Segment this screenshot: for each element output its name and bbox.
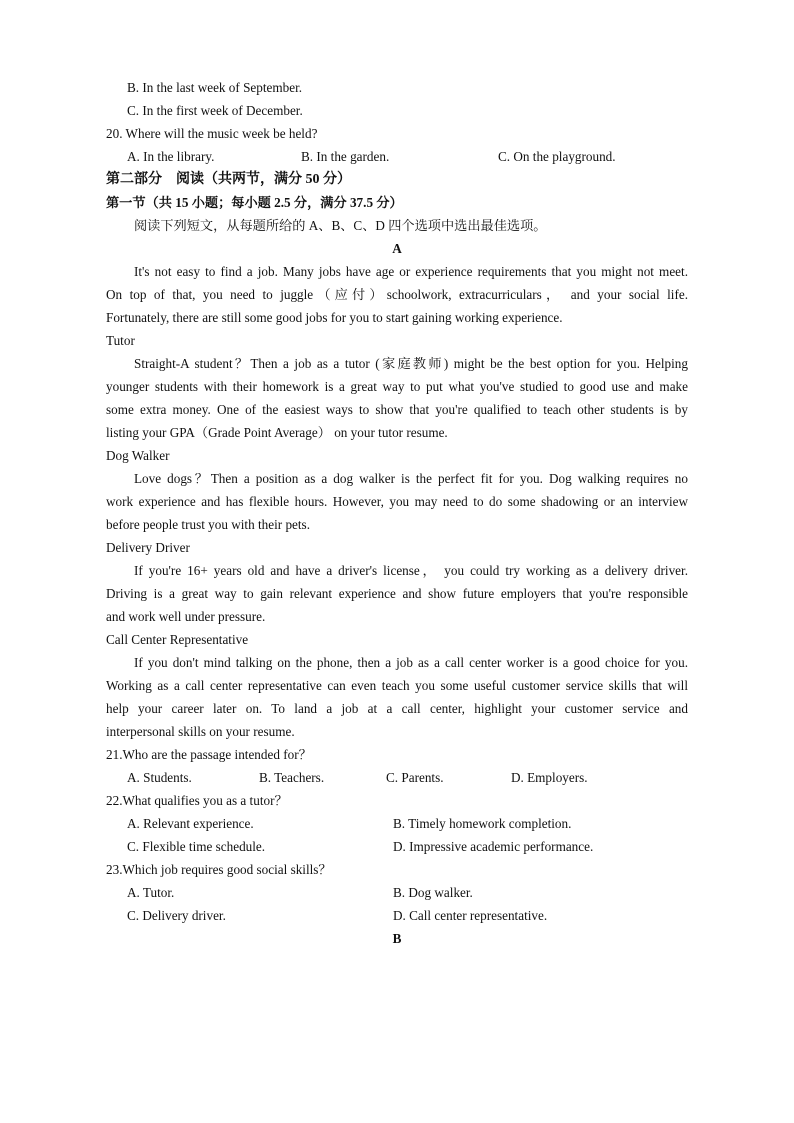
call-center-line-2: Working as a call center representative can even teach you some useful customer service skills that will [106,678,688,693]
passage-b-letter: B [392,931,402,946]
intro-line-3: Fortunately, there are still some good jobs for you to start gaining working experience. [106,310,563,325]
q21-option-b: B. Teachers. [259,770,325,785]
delivery-driver-line-1: If you're 16+ years old and have a driver's license， you could try working as a delivery driver. [134,563,688,578]
job-title-tutor: Tutor [106,333,135,348]
tutor-line-2: younger students with their homework is a great way to put what you've studied to good use and make [106,379,688,394]
tutor-line-3: some extra money. One of the easiest ways to show that you're qualified to teach other students is by [106,402,688,417]
q22-options-row-1 [106,812,688,835]
q22-option-d: D. Impressive academic performance. [393,839,594,854]
q19-option-c: C. In the first week of December. [127,103,303,118]
tutor-line-4: listing your GPA（Grade Point Average） on your tutor resume. [106,425,448,440]
q20-option-b: B. In the garden. [301,149,390,164]
call-center-line-1: If you don't mind talking on the phone, then a job as a call center worker is a good choice for you. [134,655,688,670]
page-content [106,76,688,950]
intro-line-2: On top of that, you need to juggle（应付）schoolwork, extracurriculars， and your social life. [106,287,688,302]
q20-option-a: A. In the library. [127,149,215,164]
q23-option-a: A. Tutor. [127,885,175,900]
part2-title: 第二部分 阅读（共两节，满分 50 分） [106,172,351,187]
call-center-line-3: help your career later on. To land a job at a call center, highlight your customer service and [106,701,688,716]
q23-options-row-1 [106,881,688,904]
q23-options-row-2 [106,904,688,927]
q23-option-b: B. Dog walker. [393,885,473,900]
q22-option-a: A. Relevant experience. [127,816,254,831]
section1-title: 第一节（共 15 小题；每小题 2.5 分，满分 37.5 分） [106,195,403,210]
q20-options [106,145,688,168]
delivery-driver-line-3: and work well under pressure. [106,609,266,624]
reading-instruction: 阅读下列短文，从每题所给的 A、B、C、D 四个选项中选出最佳选项。 [134,218,547,233]
dog-walker-line-1: Love dogs？Then a position as a dog walker is the perfect fit for you. Dog walking requires no [134,471,688,486]
q23-stem: 23.Which job requires good social skills？ [106,862,332,877]
tutor-line-1: Straight-A student？Then a job as a tutor (家庭教师) might be the best option for you. Helping [134,356,688,371]
q23-option-d: D. Call center representative. [393,908,548,923]
q22-option-b: B. Timely homework completion. [393,816,572,831]
q20-stem: 20. Where will the music week be held? [106,126,318,141]
q20-option-c: C. On the playground. [498,149,616,164]
call-center-line-4: interpersonal skills on your resume. [106,724,295,739]
job-title-dog-walker: Dog Walker [106,448,170,463]
passage-a-letter: A [392,241,402,256]
dog-walker-line-2: work experience and has flexible hours. However, you may need to do some shadowing or an interview [106,494,688,509]
q22-options-row-2 [106,835,688,858]
q21-option-d: D. Employers. [511,770,588,785]
q23-option-c: C. Delivery driver. [127,908,226,923]
job-title-delivery-driver: Delivery Driver [106,540,190,555]
q21-options [106,766,688,789]
job-title-call-center: Call Center Representative [106,632,249,647]
dog-walker-line-3: before people trust you with their pets. [106,517,310,532]
intro-line-1: It's not easy to find a job. Many jobs have age or experience requirements that you might not meet. [134,264,688,279]
q21-stem: 21.Who are the passage intended for？ [106,747,312,762]
q21-option-c: C. Parents. [386,770,444,785]
q22-option-c: C. Flexible time schedule. [127,839,266,854]
q19-option-b: B. In the last week of September. [127,80,303,95]
delivery-driver-line-2: Driving is a great way to gain relevant experience and show future employers that you're responsible [106,586,688,601]
q22-stem: 22.What qualifies you as a tutor？ [106,793,288,808]
q21-option-a: A. Students. [127,770,192,785]
